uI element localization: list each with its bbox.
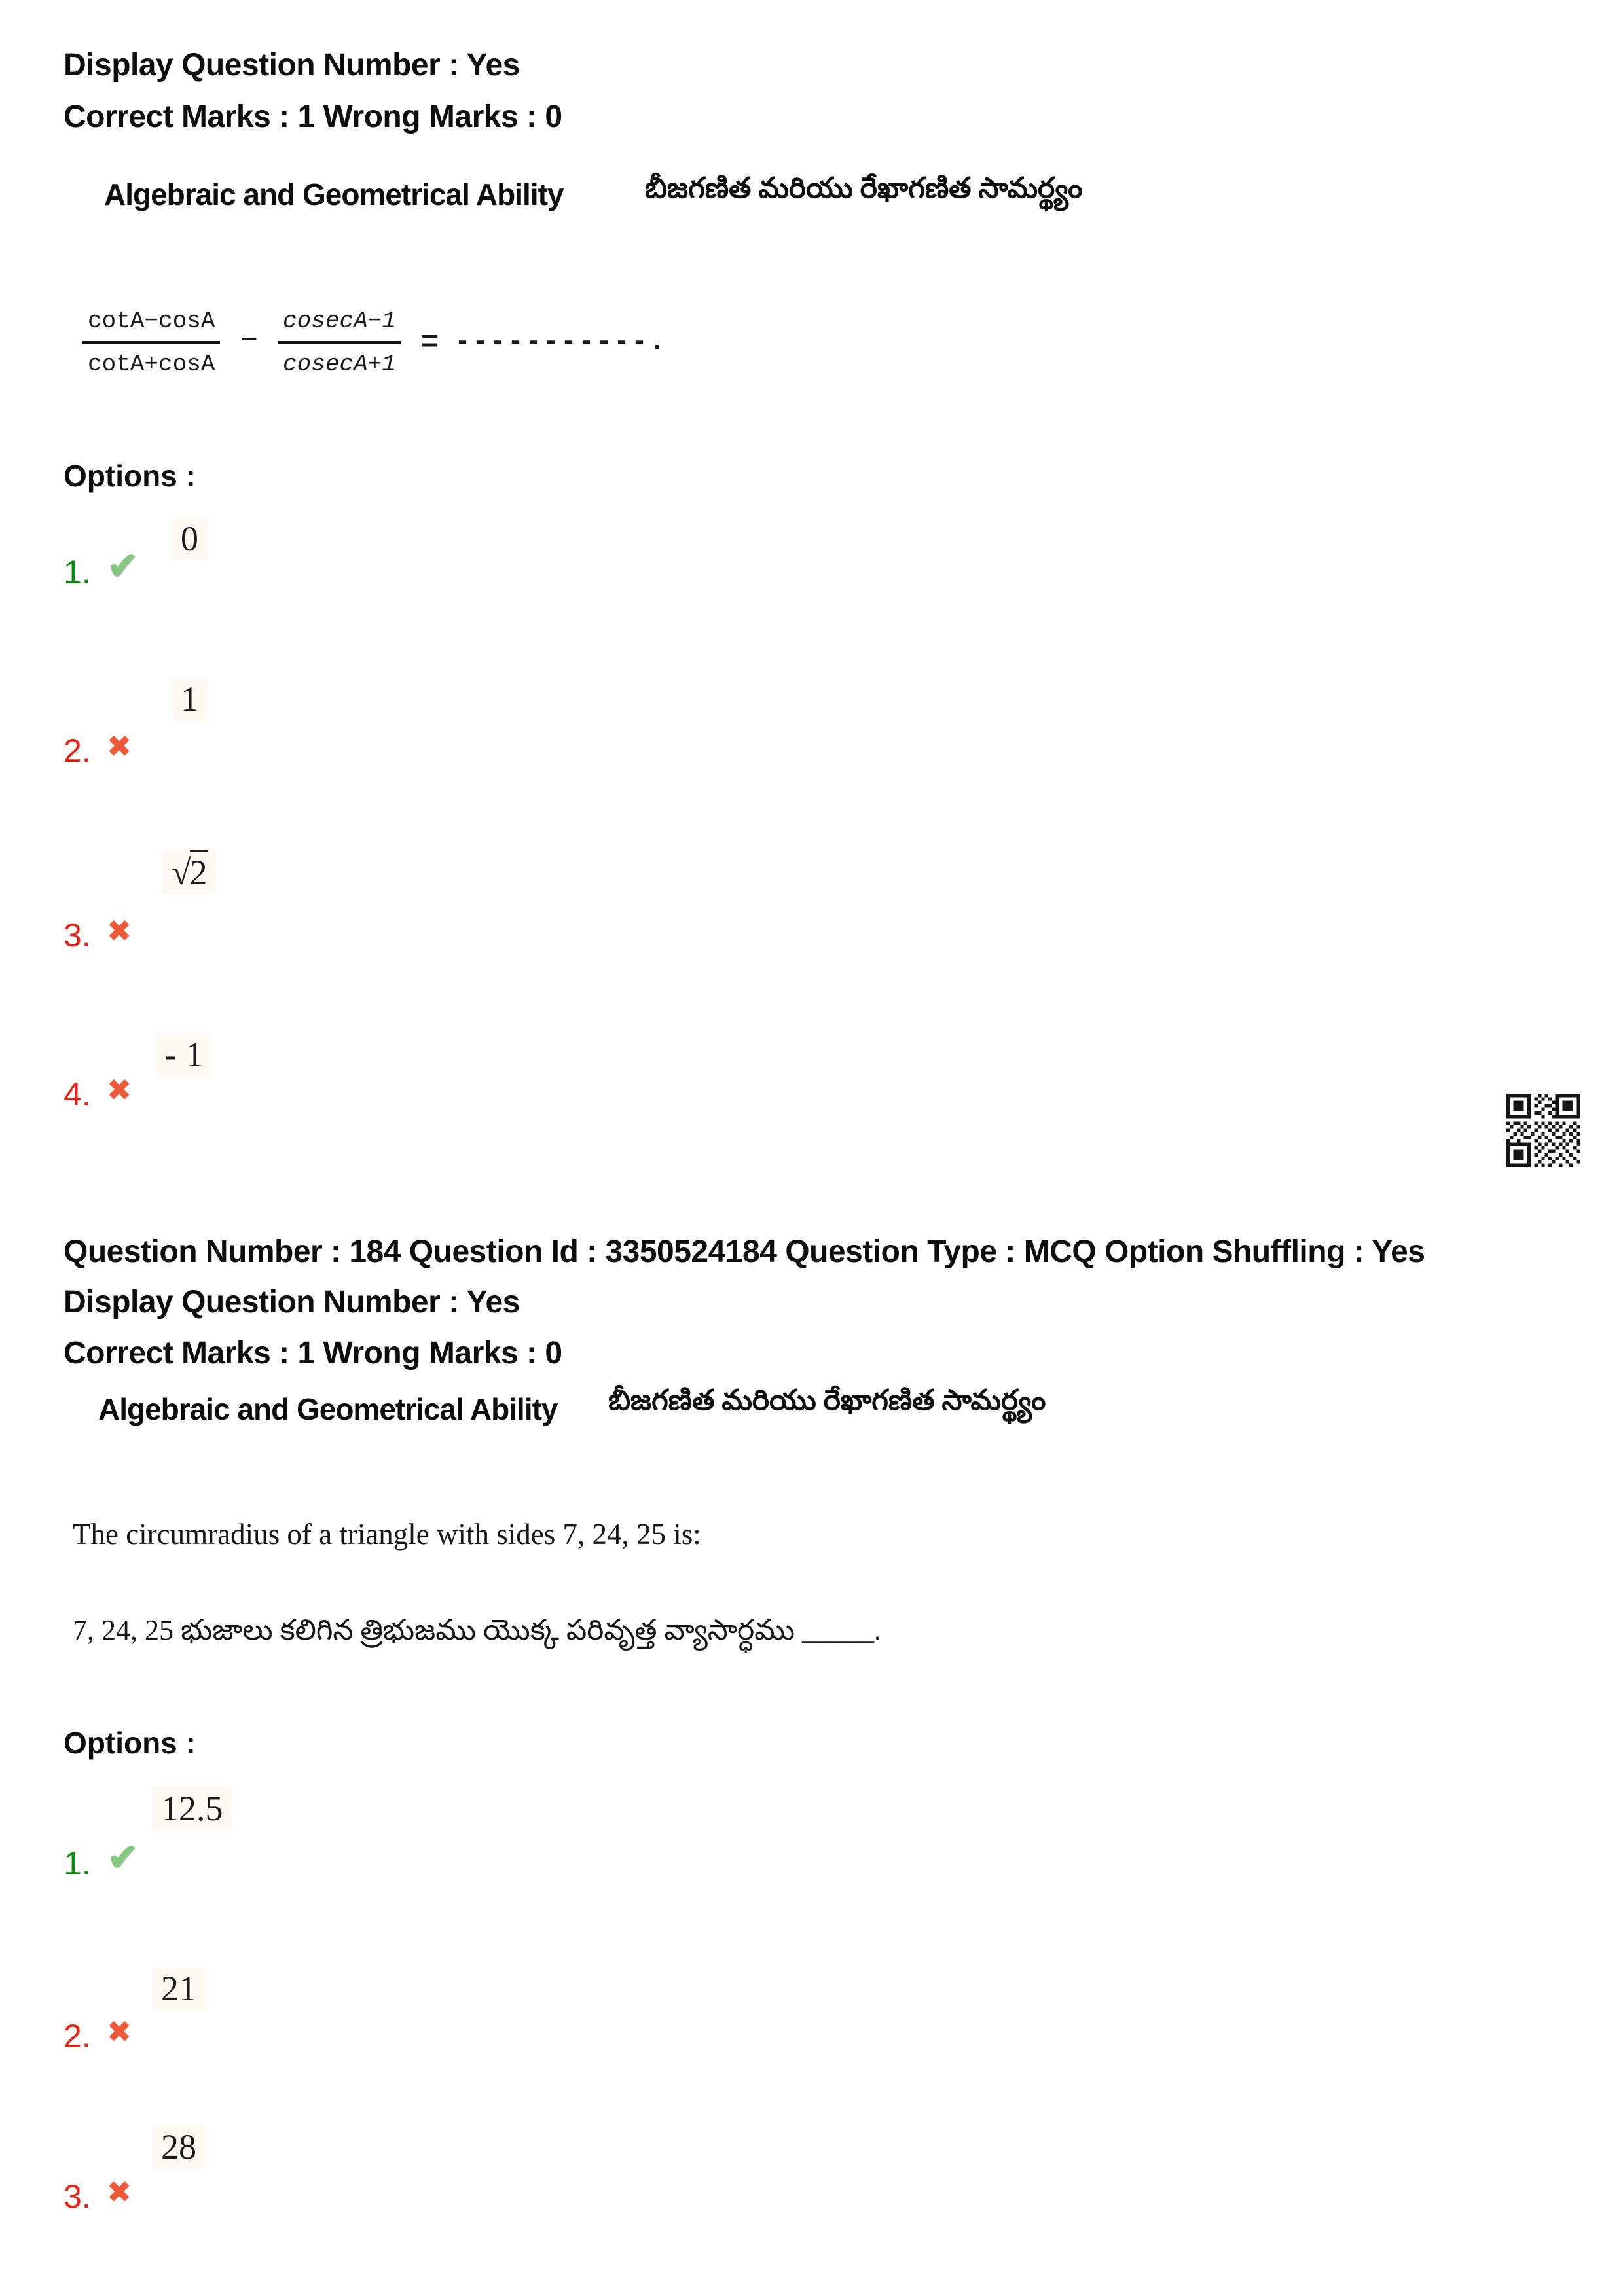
equals-sign: = bbox=[420, 325, 439, 360]
option-number: 2. bbox=[64, 732, 91, 769]
question-text-en: The circumradius of a triangle with sides 7, 24, 25 is: bbox=[73, 1518, 701, 1551]
minus-operator: − bbox=[240, 323, 259, 358]
cross-icon: ✖ bbox=[106, 2015, 132, 2049]
qr-code bbox=[1506, 1094, 1580, 1167]
marks-line: Correct Marks : 1 Wrong Marks : 0 bbox=[64, 99, 562, 134]
option-marker bbox=[64, 545, 139, 591]
option-value: 21 bbox=[152, 1967, 206, 2010]
option-value: - 1 bbox=[156, 1033, 212, 1076]
option-number: 1. bbox=[64, 1845, 91, 1882]
question-text-telugu: 7, 24, 25 భుజాలు కలిగిన త్రిభుజము యొక్క పరివృత్త వ్యాసార్ధము _____. bbox=[73, 1614, 882, 1646]
option-value: 1 bbox=[172, 677, 208, 721]
marks-line: Correct Marks : 1 Wrong Marks : 0 bbox=[64, 1336, 562, 1371]
section-title-telugu: బీజగణిత మరియు రేఖాగణిత సామర్థ్యం bbox=[608, 1384, 1046, 1416]
fraction-2 bbox=[278, 308, 401, 378]
math-expression bbox=[82, 308, 667, 378]
options-heading: Options : bbox=[64, 459, 196, 493]
option-marker bbox=[64, 2175, 132, 2215]
cross-icon: ✖ bbox=[106, 729, 132, 763]
option-marker bbox=[64, 1075, 132, 1113]
display-question-line: Display Question Number : Yes bbox=[64, 1285, 520, 1319]
question-header-line: Question Number : 184 Question Id : 3350524184 Question Type : MCQ Option Shuffling : Yes bbox=[64, 1234, 1425, 1269]
option-marker bbox=[64, 1836, 139, 1882]
display-question-line: Display Question Number : Yes bbox=[64, 48, 520, 82]
fraction-2-numerator: cosecA−1 bbox=[278, 308, 401, 344]
option-number: 3. bbox=[64, 2178, 91, 2215]
check-icon: ✔ bbox=[106, 545, 139, 587]
options-heading: Options : bbox=[64, 1726, 196, 1760]
fraction-1 bbox=[82, 308, 220, 378]
option-value: 12.5 bbox=[152, 1787, 232, 1830]
option-value bbox=[162, 851, 217, 894]
radical-sign: √ bbox=[172, 853, 190, 892]
section-title-en: Algebraic and Geometrical Ability bbox=[104, 177, 564, 211]
radicand: 2 bbox=[190, 850, 208, 892]
option-marker bbox=[64, 729, 132, 770]
section-title-en: Algebraic and Geometrical Ability bbox=[98, 1392, 558, 1426]
option-number: 2. bbox=[64, 2018, 91, 2054]
option-marker bbox=[64, 916, 132, 954]
fraction-2-denominator: cosecA+1 bbox=[283, 351, 396, 378]
option-number: 3. bbox=[64, 917, 91, 954]
option-value: 28 bbox=[152, 2125, 206, 2168]
option-marker bbox=[64, 2017, 132, 2055]
fraction-1-numerator: cotA−cosA bbox=[82, 308, 220, 344]
section-title-telugu: బీజగణిత మరియు రేఖాగణిత సామర్థ్యం bbox=[645, 172, 1083, 204]
cross-icon: ✖ bbox=[106, 2175, 132, 2209]
option-value: 0 bbox=[172, 517, 208, 560]
fraction-1-denominator: cotA+cosA bbox=[88, 351, 215, 378]
cross-icon: ✖ bbox=[106, 914, 132, 948]
cross-icon: ✖ bbox=[106, 1073, 132, 1107]
option-number: 1. bbox=[64, 554, 91, 590]
answer-blank: -----------. bbox=[454, 328, 667, 357]
check-icon: ✔ bbox=[106, 1836, 139, 1878]
option-number: 4. bbox=[64, 1076, 91, 1113]
